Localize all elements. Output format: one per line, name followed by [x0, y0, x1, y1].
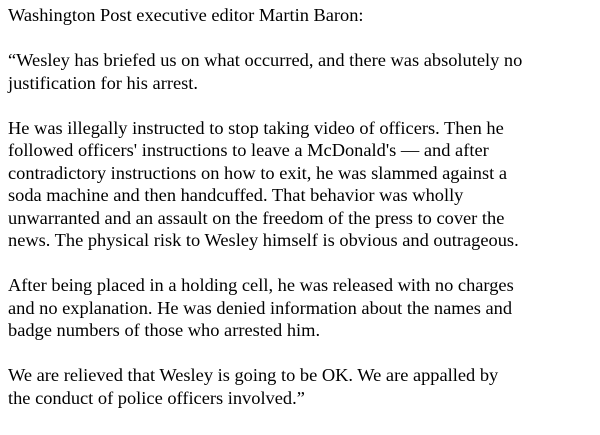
statement-paragraph-1: “Wesley has briefed us on what occurred, and there was absolutely no justification for his arrest.	[8, 50, 523, 93]
statement-document	[8, 4, 596, 409]
attribution-line: Washington Post executive editor Martin Baron:	[8, 5, 364, 25]
statement-paragraph-4: We are relieved that Wesley is going to be OK. We are appalled by the conduct of police officers involved.”	[8, 365, 499, 408]
statement-paragraph-2: He was illegally instructed to stop taking video of officers. Then he followed officers' instructions to leave a McDonald's — and after contradictory instructions on how to exit, he was slammed against a soda machine and then handcuffed. That behavior was wholly unwarranted and an assault on the freedom of the press to cover the news. The physical risk to Wesley himself is obvious and outrageous.	[8, 117, 519, 250]
statement-paragraph-3: After being placed in a holding cell, he was released with no charges and no explanation. He was denied information about the names and badge numbers of those who arrested him.	[8, 275, 514, 340]
